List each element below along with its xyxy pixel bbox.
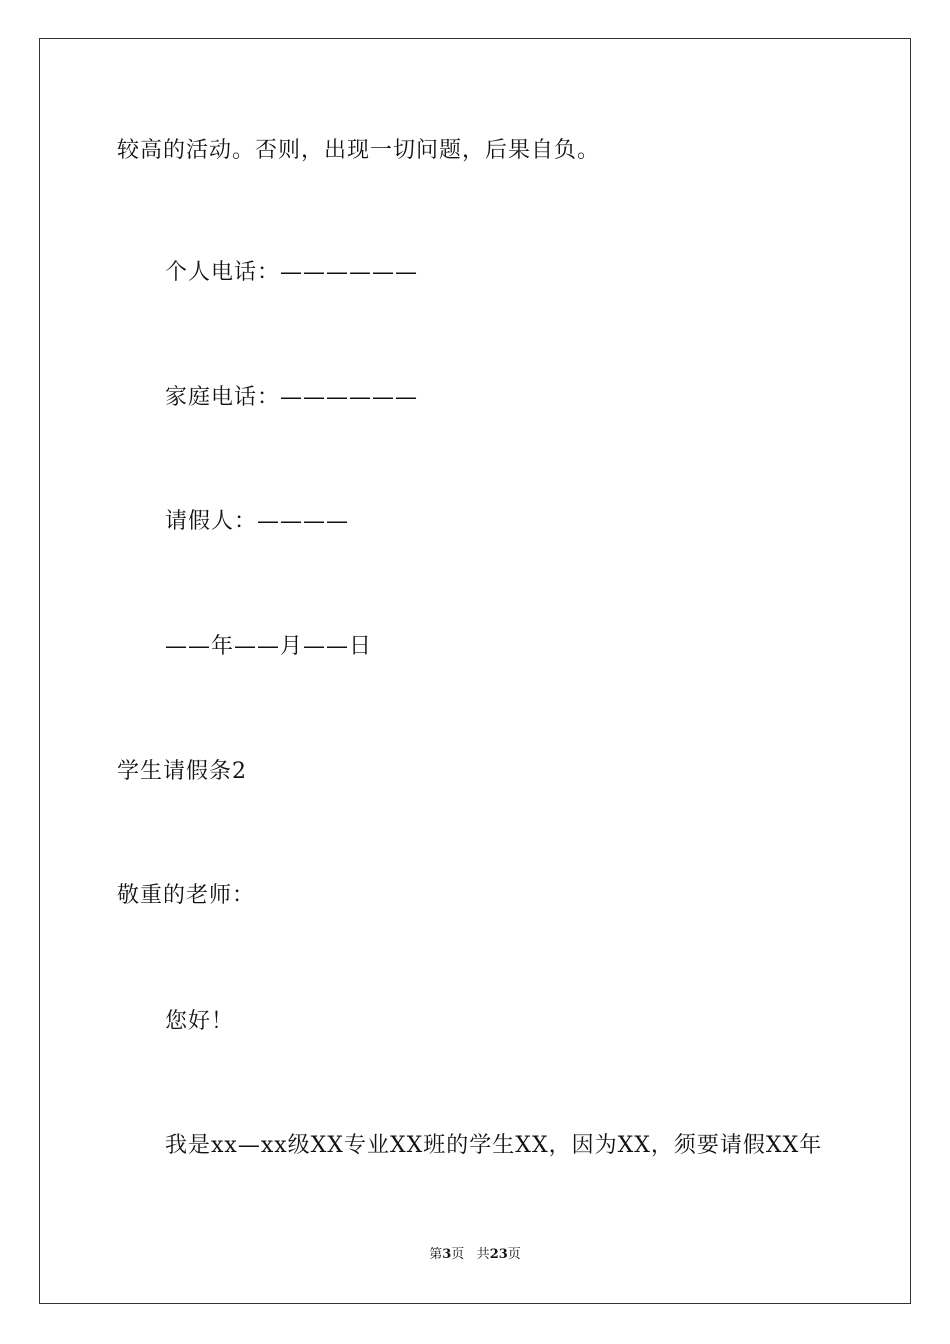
applicant-line: 请假人：———— [165,509,350,534]
home-phone-line: 家庭电话：—————— [165,385,419,410]
footer-page-prefix: 第 [429,1247,443,1262]
salutation: 敬重的老师： [117,883,256,908]
footer-total-pages: 23 [489,1247,508,1262]
footer-total-suffix: 页 [507,1247,521,1262]
section-heading: 学生请假条2 [117,759,247,784]
footer-total-prefix: 共 [476,1247,490,1262]
date-line: ——年——月——日 [165,634,373,659]
footer-page-suffix: 页 [451,1247,465,1262]
greeting: 您好！ [165,1009,235,1034]
body-text-line: 较高的活动。否则，出现一切问题，后果自负。 [117,138,601,163]
page-border [39,38,911,1304]
personal-phone-line: 个人电话：—————— [165,260,419,285]
footer-page-number: 3 [442,1247,452,1262]
body-text-line: 我是xx—xx级XX专业XX班的学生XX，因为XX，须要请假XX年 [165,1133,823,1158]
page-footer [0,1246,950,1264]
